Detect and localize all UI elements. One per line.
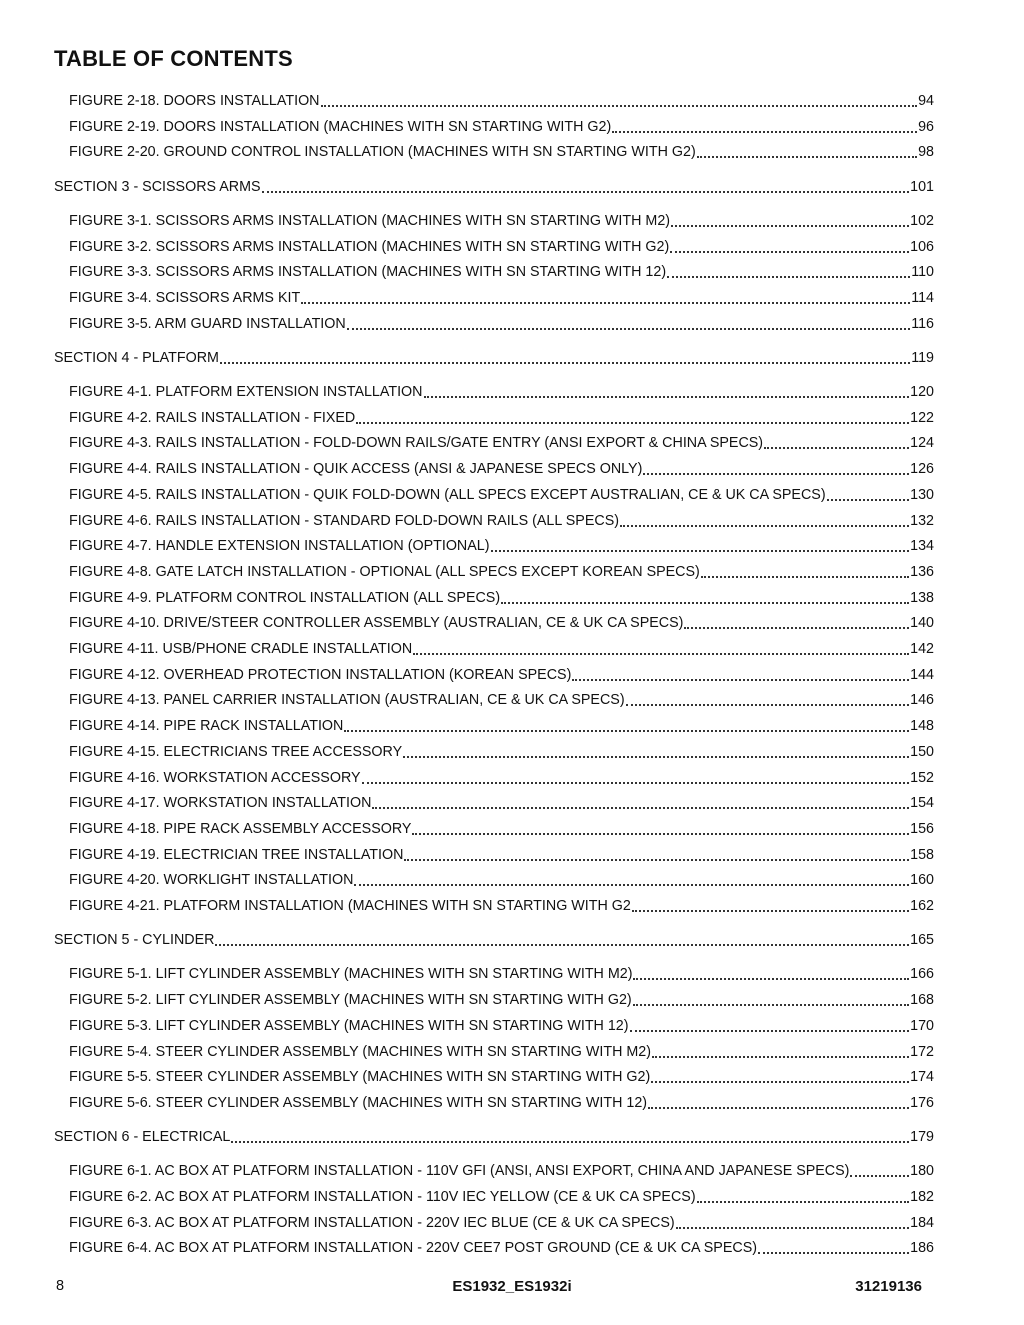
toc-figure-entry[interactable] [69,484,934,504]
dot-leader [403,755,909,758]
dot-leader [632,909,909,912]
toc-entry-text: SECTION 5 - CYLINDER [54,932,215,949]
toc-entry-text: FIGURE 4-19. ELECTRICIAN TREE INSTALLATION [69,846,404,863]
toc-page-number: 116 [911,315,934,332]
toc-page-number: 119 [911,349,934,366]
dot-leader [413,652,909,655]
toc-figure-entry[interactable] [69,236,934,256]
toc-entry-text: FIGURE 2-18. DOORS INSTALLATION [69,93,320,109]
toc-section-entry[interactable] [54,347,934,367]
toc-figure-entry[interactable] [69,1237,934,1257]
toc-entry-text: FIGURE 4-17. WORKSTATION INSTALLATION [69,795,372,812]
dot-leader [362,781,910,784]
toc-entry-text: FIGURE 3-3. SCISSORS ARMS INSTALLATION (MACHINES WITH SN STARTING WITH 12) [69,264,667,281]
toc-page-number: 146 [910,692,934,709]
toc-entry-text: FIGURE 5-1. LIFT CYLINDER ASSEMBLY (MACHINES WITH SN STARTING WITH M2) [69,966,633,983]
toc-entry-text: FIGURE 3-4. SCISSORS ARMS KIT [69,289,301,306]
toc-entry-text: FIGURE 4-18. PIPE RACK ASSEMBLY ACCESSORY [69,820,412,837]
toc-entry-text: FIGURE 4-12. OVERHEAD PROTECTION INSTALLATION (KOREAN SPECS) [69,666,572,683]
toc-figure-entry[interactable] [69,638,934,658]
toc-section-entry[interactable] [54,929,934,949]
toc-figure-entry[interactable] [69,381,934,401]
toc-figure-entry[interactable] [69,587,934,607]
toc-entry-text: FIGURE 4-4. RAILS INSTALLATION - QUIK ACCESS (ANSI & JAPANESE SPECS ONLY) [69,461,643,478]
toc-figure-entry[interactable] [69,1186,934,1206]
toc-page-number: 170 [910,1017,934,1034]
dot-leader [424,395,910,398]
toc-figure-entry[interactable] [69,844,934,864]
toc-entry-text: FIGURE 4-20. WORKLIGHT INSTALLATION [69,872,354,889]
toc-entry-text: FIGURE 6-2. AC BOX AT PLATFORM INSTALLATION - 110V IEC YELLOW (CE & UK CA SPECS) [69,1189,696,1205]
footer-page-number: 8 [56,1278,65,1294]
dot-leader [412,832,909,835]
dot-leader [676,1226,909,1229]
toc-entry-text: SECTION 4 - PLATFORM [54,349,219,366]
toc-entry-text: FIGURE 4-14. PIPE RACK INSTALLATION [69,718,344,735]
toc-entry-text: FIGURE 6-3. AC BOX AT PLATFORM INSTALLATION - 220V IEC BLUE (CE & UK CA SPECS) [69,1214,675,1231]
toc-entry-text: FIGURE 6-4. AC BOX AT PLATFORM INSTALLATION - 220V CEE7 POST GROUND (CE & UK CA SPECS) [69,1240,758,1257]
toc-page-number: 138 [910,589,934,606]
toc-entry-text: FIGURE 3-2. SCISSORS ARMS INSTALLATION (MACHINES WITH SN STARTING WITH G2) [69,238,670,255]
footer-document-number: 31219136 [855,1278,922,1295]
toc-entry-text: FIGURE 4-13. PANEL CARRIER INSTALLATION (AUSTRALIAN, CE & UK CA SPECS) [69,692,625,709]
dot-leader [572,678,909,681]
toc-figure-entry[interactable] [69,767,934,787]
toc-figure-entry[interactable] [69,895,934,915]
toc-page-number: 106 [910,238,934,255]
dot-leader [697,155,917,158]
toc-page-number: 144 [910,666,934,683]
dot-leader [671,224,909,227]
toc-entry-text: FIGURE 4-2. RAILS INSTALLATION - FIXED [69,409,356,426]
dot-leader [354,883,909,886]
toc-figure-entry[interactable] [69,90,934,110]
toc-page-number: 96 [918,118,934,135]
toc-page-number: 160 [910,872,934,889]
dot-leader [231,1140,909,1143]
dot-leader [347,327,910,330]
dot-leader [764,446,909,449]
dot-leader [697,1200,910,1203]
dot-leader [701,575,909,578]
toc-entry-text: FIGURE 3-5. ARM GUARD INSTALLATION [69,315,346,332]
toc-page-number: 154 [910,795,934,812]
toc-entry-text: FIGURE 2-19. DOORS INSTALLATION (MACHINES WITH SN STARTING WITH G2) [69,118,612,135]
toc-page-number: 124 [910,435,934,452]
dot-leader [648,1106,909,1109]
dot-leader [372,806,909,809]
toc-figure-entry[interactable] [69,1015,934,1035]
dot-leader [501,601,909,604]
toc-page-number: 172 [910,1043,934,1060]
toc-page-number: 184 [910,1214,934,1231]
toc-page-number: 186 [910,1240,934,1257]
toc-page-number: 98 [918,144,934,161]
toc-page-number: 114 [911,289,934,306]
toc-page-number: 152 [910,769,934,786]
toc-figure-entry[interactable] [69,510,934,530]
toc-page-number: 156 [910,820,934,837]
footer-document-title: ES1932_ES1932i [452,1278,572,1295]
dot-leader [633,1003,909,1006]
toc-page-number: 165 [910,932,934,949]
toc-figure-entry[interactable] [69,116,934,136]
toc-figure-entry[interactable] [69,141,934,161]
toc-entry-text: FIGURE 3-1. SCISSORS ARMS INSTALLATION (MACHINES WITH SN STARTING WITH M2) [69,212,671,229]
dot-leader [404,858,909,861]
dot-leader [491,549,910,552]
toc-figure-entry[interactable] [69,561,934,581]
toc-page-number: 142 [910,641,934,657]
toc-entry-text: FIGURE 5-6. STEER CYLINDER ASSEMBLY (MACHINES WITH SN STARTING WITH 12) [69,1094,648,1111]
toc-figure-entry[interactable] [69,1041,934,1061]
toc-page-number: 168 [910,992,934,1009]
toc-entry-text: FIGURE 2-20. GROUND CONTROL INSTALLATION (MACHINES WITH SN STARTING WITH G2) [69,144,696,161]
toc-figure-entry[interactable] [69,287,934,307]
toc-page-number: 182 [910,1189,934,1205]
toc-page-number: 94 [918,93,934,109]
toc-page-number: 150 [910,743,934,760]
dot-leader [633,977,909,980]
toc-entry-text: FIGURE 4-7. HANDLE EXTENSION INSTALLATION (OPTIONAL) [69,538,490,555]
dot-leader [630,1029,910,1032]
toc-page-number: 176 [910,1094,934,1111]
toc-entry-text: FIGURE 4-11. USB/PHONE CRADLE INSTALLATION [69,641,413,657]
toc-figure-entry[interactable] [69,313,934,333]
dot-leader [667,275,910,278]
dot-leader [620,524,909,527]
toc-entry-text: SECTION 6 - ELECTRICAL [54,1129,231,1146]
toc-figure-entry[interactable] [69,869,934,889]
toc-page-number: 140 [910,615,934,632]
toc-entry-text: FIGURE 5-2. LIFT CYLINDER ASSEMBLY (MACHINES WITH SN STARTING WITH G2) [69,992,632,1009]
toc-figure-entry[interactable] [69,792,934,812]
dot-leader [215,943,909,946]
toc-entry-text: FIGURE 4-21. PLATFORM INSTALLATION (MACHINES WITH SN STARTING WITH G2 [69,898,631,914]
toc-page-number: 110 [911,264,934,281]
toc-page-number: 136 [910,563,934,580]
toc-entry-text: FIGURE 4-3. RAILS INSTALLATION - FOLD-DOWN RAILS/GATE ENTRY (ANSI EXPORT & CHINA SPECS) [69,435,764,452]
dot-leader [220,361,910,364]
dot-leader [684,626,909,629]
toc-entry-text: FIGURE 4-15. ELECTRICIANS TREE ACCESSORY [69,743,403,760]
toc-figure-entry[interactable] [69,612,934,632]
dot-leader [850,1174,909,1177]
toc-figure-entry[interactable] [69,664,934,684]
toc-page-number: 122 [910,409,934,426]
dot-leader [612,130,917,133]
toc-figure-entry[interactable] [69,741,934,761]
dot-leader [356,421,909,424]
page-title: TABLE OF CONTENTS [54,46,293,71]
dot-leader [652,1055,909,1058]
toc-page-number: 101 [910,178,934,195]
toc-entry-text: FIGURE 4-5. RAILS INSTALLATION - QUIK FOLD-DOWN (ALL SPECS EXCEPT AUSTRALIAN, CE & UK CA SPECS) [69,486,826,503]
toc-page-number: 102 [910,212,934,229]
dot-leader [651,1080,909,1083]
toc-figure-entry[interactable] [69,261,934,281]
toc-figure-entry[interactable] [69,1160,934,1180]
toc-entry-text: FIGURE 5-4. STEER CYLINDER ASSEMBLY (MACHINES WITH SN STARTING WITH M2) [69,1043,652,1060]
toc-section-entry[interactable] [54,176,934,196]
toc-entry-text: FIGURE 4-16. WORKSTATION ACCESSORY [69,769,361,786]
toc-figure-entry[interactable] [69,818,934,838]
dot-leader [758,1251,909,1254]
toc-page-number: 166 [910,966,934,983]
toc-figure-entry[interactable] [69,963,934,983]
toc-entry-text: FIGURE 4-8. GATE LATCH INSTALLATION - OPTIONAL (ALL SPECS EXCEPT KOREAN SPECS) [69,563,700,580]
toc-figure-entry[interactable] [69,1066,934,1086]
toc-entry-text: FIGURE 5-3. LIFT CYLINDER ASSEMBLY (MACHINES WITH SN STARTING WITH 12) [69,1017,629,1034]
toc-page-number: 180 [910,1163,934,1180]
dot-leader [301,301,910,304]
toc-figure-entry[interactable] [69,989,934,1009]
toc-page-number: 130 [910,486,934,503]
toc-page-number: 126 [910,461,934,478]
toc-page-number: 162 [910,898,934,914]
dot-leader [321,104,918,107]
dot-leader [262,190,910,193]
dot-leader [827,498,910,501]
toc-figure-entry[interactable] [69,210,934,230]
toc-figure-entry[interactable] [69,689,934,709]
toc-page-number: 148 [910,718,934,735]
toc-page-number: 120 [910,384,934,400]
toc-page-number: 134 [910,538,934,555]
toc-figure-entry[interactable] [69,1092,934,1112]
dot-leader [344,729,909,732]
dot-leader [643,472,909,475]
toc-entry-text: FIGURE 4-9. PLATFORM CONTROL INSTALLATION (ALL SPECS) [69,589,501,606]
toc-entry-text: FIGURE 4-1. PLATFORM EXTENSION INSTALLATION [69,384,423,400]
toc-page-number: 174 [910,1069,934,1086]
toc-figure-entry[interactable] [69,458,934,478]
toc-figure-entry[interactable] [69,1212,934,1232]
toc-section-entry[interactable] [54,1126,934,1146]
toc-figure-entry[interactable] [69,535,934,555]
toc-entry-text: FIGURE 6-1. AC BOX AT PLATFORM INSTALLATION - 110V GFI (ANSI, ANSI EXPORT, CHINA AND JAPANESE SPECS) [69,1163,850,1180]
toc-page-number: 179 [910,1129,934,1146]
toc-entry-text: FIGURE 4-6. RAILS INSTALLATION - STANDARD FOLD-DOWN RAILS (ALL SPECS) [69,512,619,529]
toc-page-number: 158 [910,846,934,863]
dot-leader [670,250,909,253]
toc-figure-entry[interactable] [69,432,934,452]
toc-entry-text: SECTION 3 - SCISSORS ARMS [54,178,261,195]
toc-figure-entry[interactable] [69,407,934,427]
toc-page-number: 132 [910,512,934,529]
toc-entry-text: FIGURE 4-10. DRIVE/STEER CONTROLLER ASSEMBLY (AUSTRALIAN, CE & UK CA SPECS) [69,615,684,632]
dot-leader [626,703,910,706]
toc-figure-entry[interactable] [69,715,934,735]
toc-entry-text: FIGURE 5-5. STEER CYLINDER ASSEMBLY (MACHINES WITH SN STARTING WITH G2) [69,1069,651,1086]
